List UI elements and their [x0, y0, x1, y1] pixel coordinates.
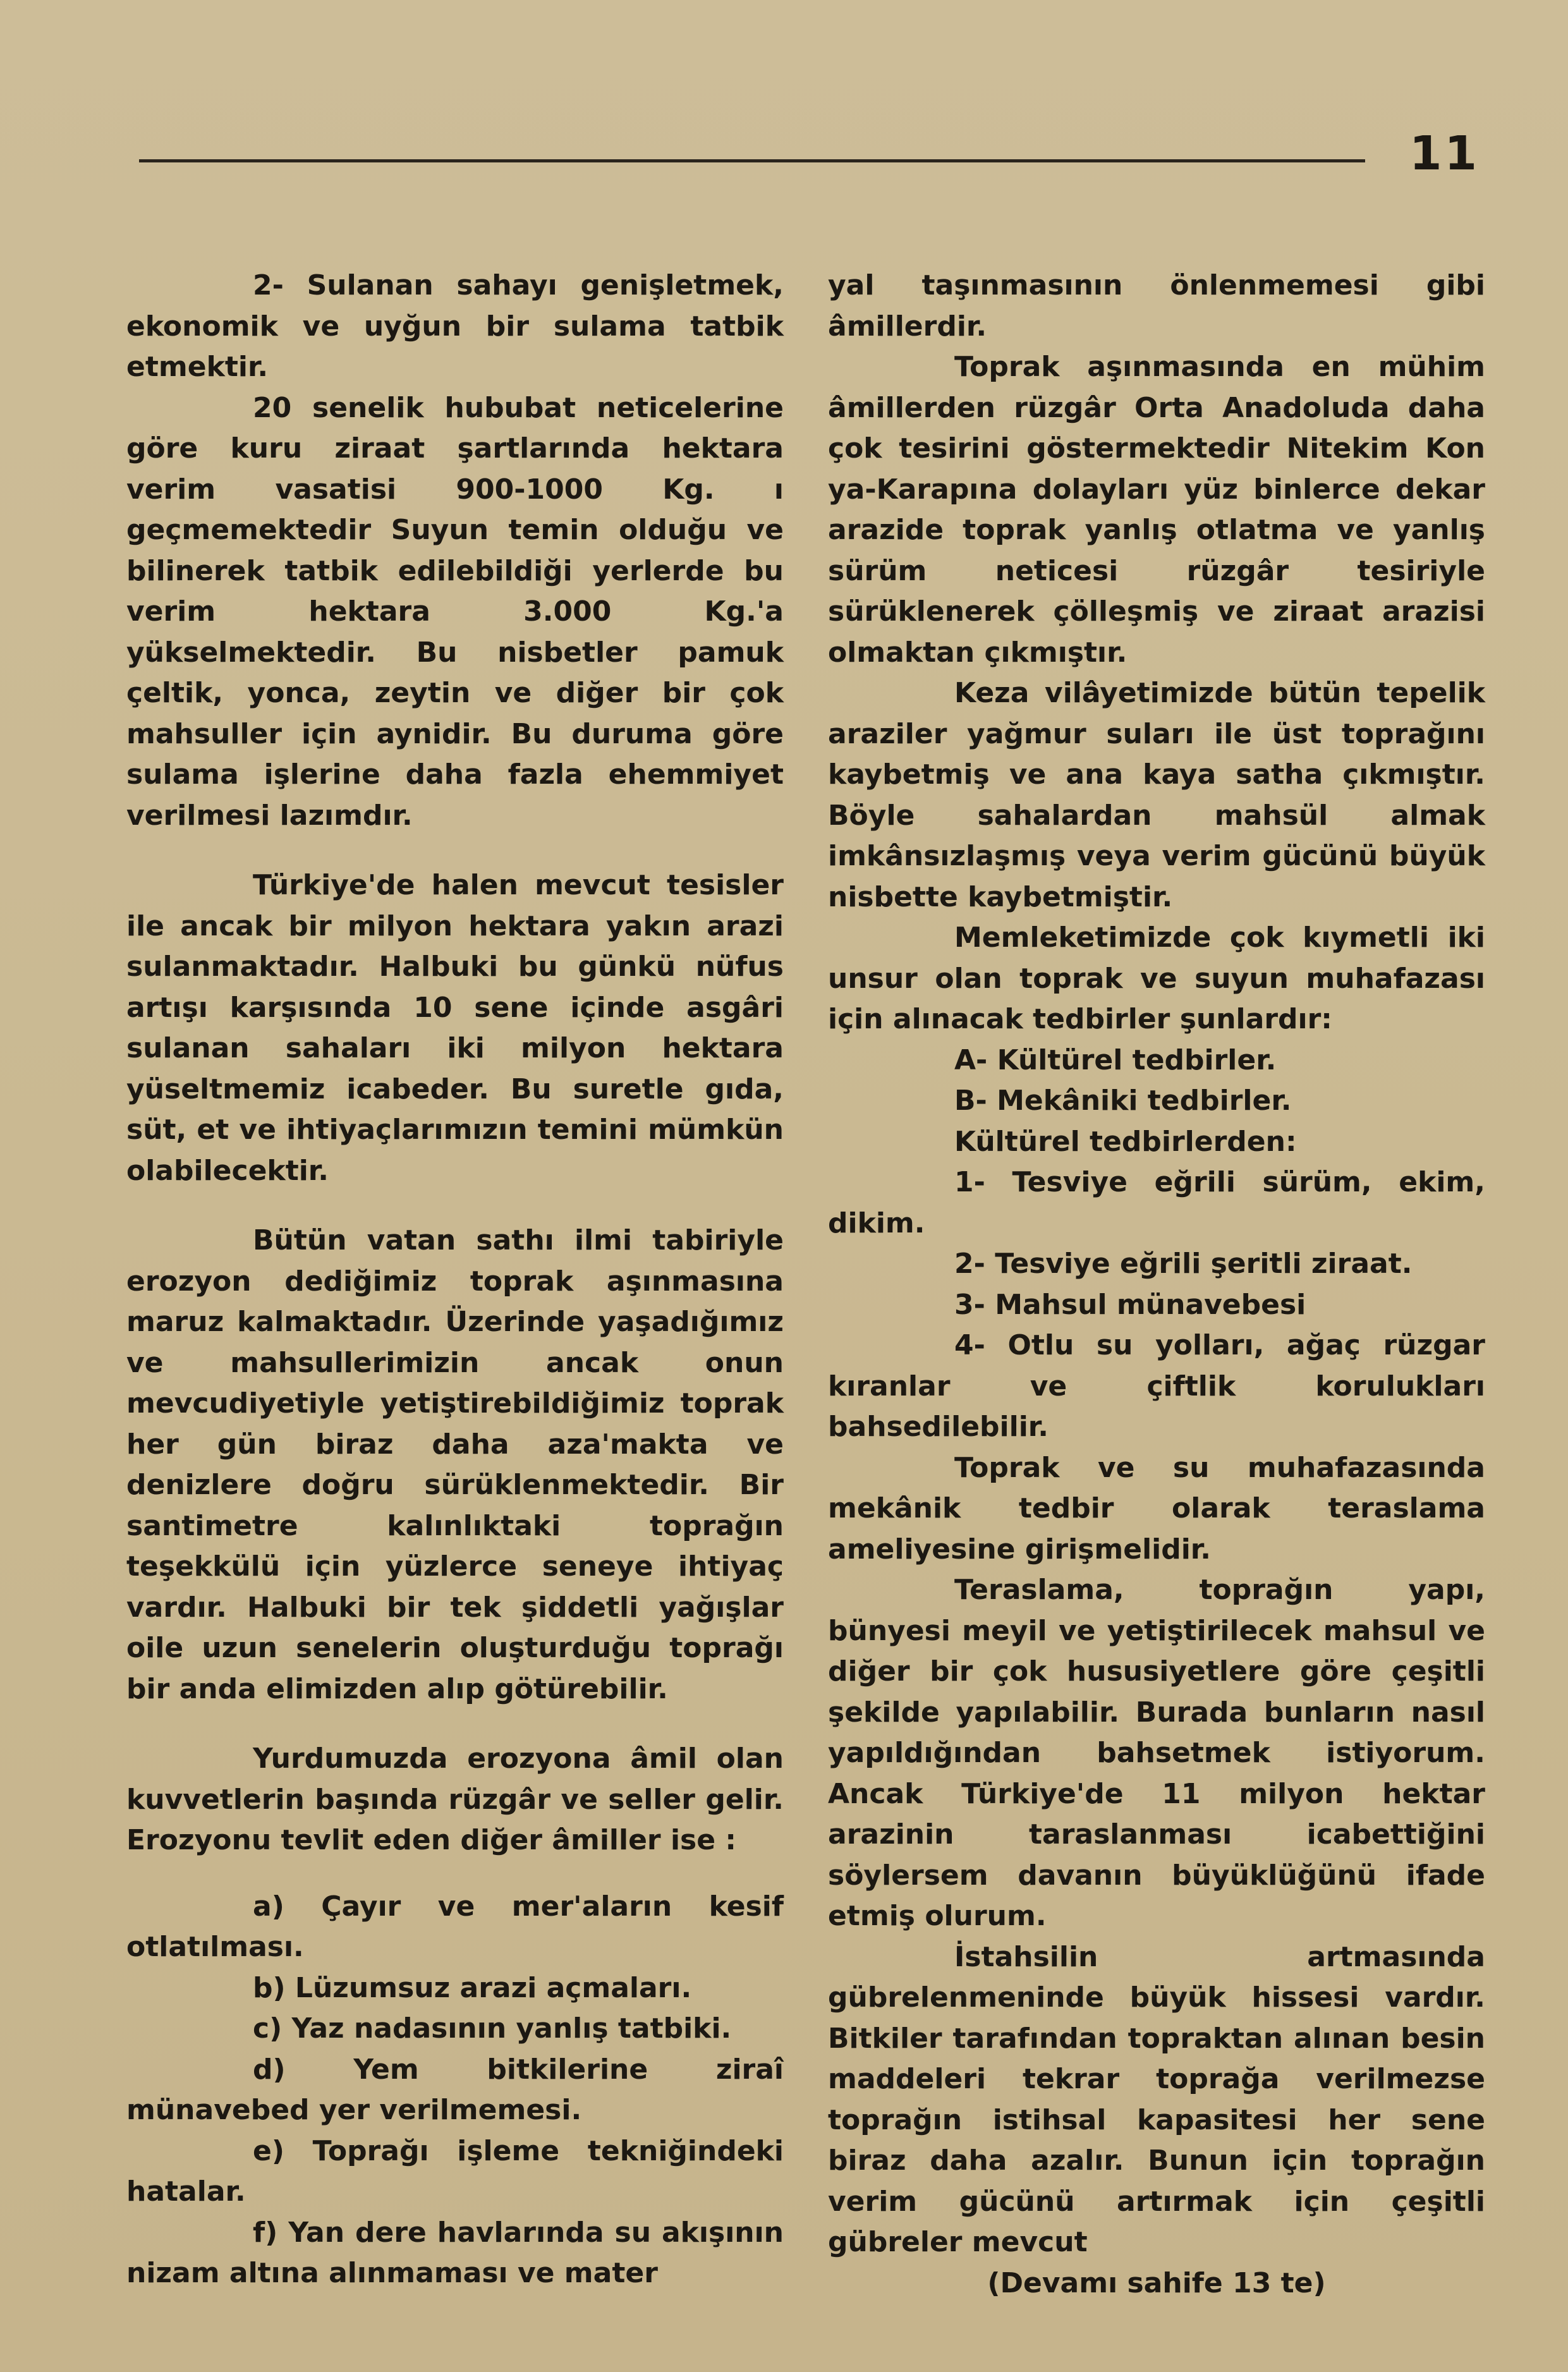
- list-item: 2- Tesviye eğrili şeritli ziraat.: [954, 1248, 1413, 1280]
- list-item: B- Mekâniki tedbirler.: [954, 1085, 1292, 1117]
- paragraph: Memleketimizde çok kıymetli iki unsur olan toprak ve suyun muhafazası için alınacak tedbirler şunlardır:: [828, 921, 1485, 1035]
- list-item: b) Lüzumsuz arazi açmaları.: [253, 1971, 692, 2004]
- list-item: d) Yem bitkilerine ziraî münavebed yer verilmemesi.: [126, 2053, 784, 2126]
- right-column: [828, 265, 1485, 2332]
- header-rule: [139, 159, 1365, 162]
- paragraph: Yurdumuzda erozyona âmil olan kuvvetlerin başında rüzgâr ve seller gelir. Erozyonu tevlit eden diğer âmiller ise :: [126, 1743, 784, 1856]
- paragraph: Türkiye'de halen mevcut tesisler ile ancak bir milyon hektara yakın arazi sulanmaktadır. Halbuki bu günkü nüfus artışı karşısında 10 sene içinde asgâri sulanan sahaları iki milyon hektara yüseltmemiz icabeder. Bu suretle gıda, süt, et ve ihtiyaçlarımızın temini mümkün olabilecektir.: [126, 869, 784, 1187]
- list-item: a) Çayır ve mer'aların kesif otlatılması.: [126, 1890, 784, 1963]
- paragraph: Toprak aşınmasında en mühim âmillerden rüzgâr Orta Anadoluda daha çok tesirini göstermektedir Nitekim Kon ya-Karapına dolayları yüz binlerce dekar arazide toprak yanlış otlatma ve yanlış sürüm neticesi rüzgâr tesiriyle sürüklenerek çölleşmiş ve ziraat arazisi olmaktan çıkmıştır.: [828, 351, 1485, 669]
- list-item: f) Yan dere havlarında su akışının nizam altına alınmaması ve mater: [126, 2216, 784, 2289]
- erosion-factors-list: [126, 1887, 784, 2294]
- paragraph: İstahsilin artmasında gübrelenmeninde büyük hissesi vardır. Bitkiler tarafından topraktan alınan besin maddeleri tekrar toprağa verilmezse toprağın istihsal kapasitesi her sene biraz daha azalır. Bunun için toprağın verim gücünü artırmak için çeşitli gübreler mevcut: [828, 1940, 1485, 2258]
- paragraph: 20 senelik hububat neticelerine göre kuru ziraat şartlarında hektara verim vasatisi 900-1000 Kg. ı geçmemektedir Suyun temin olduğu ve bilinerek tatbik edilebildiği yerlerde bu verim hektara 3.000 Kg.'a yükselmektedir. Bu nisbetler pamuk çeltik, yonca, zeytin ve diğer bir çok mahsuller için aynidir. Bu duruma göre sulama işlerine daha fazla ehemmiyet verilmesi lazımdır.: [126, 391, 784, 832]
- paragraph: Toprak ve su muhafazasında mekânik tedbir olarak teraslama ameliyesine girişmelidir.: [828, 1451, 1485, 1566]
- left-column: [126, 265, 784, 2294]
- list-item: e) Toprağı işleme tekniğindeki hatalar.: [126, 2134, 784, 2208]
- page-number: 11: [1409, 126, 1480, 181]
- paragraph: yal taşınmasının önlenmemesi gibi âmillerdir.: [828, 269, 1485, 343]
- section-heading: Kültürel tedbirlerden:: [954, 1125, 1297, 1158]
- list-item: A- Kültürel tedbirler.: [954, 1043, 1277, 1076]
- list-item: c) Yaz nadasının yanlış tatbiki.: [253, 2012, 732, 2045]
- paragraph: Keza vilâyetimizde bütün tepelik araziler yağmur suları ile üst toprağını kaybetmiş ve ana kaya satha çıkmıştır. Böyle sahalardan mahsül almak imkânsızlaşmış veya verim gücünü büyük nisbette kaybetmiştir.: [828, 677, 1485, 913]
- list-item: 1- Tesviye eğrili sürüm, ekim, dikim.: [828, 1166, 1485, 1239]
- paragraph: Bütün vatan sathı ilmi tabiriyle erozyon dediğimiz toprak aşınmasına maruz kalmaktadır. Üzerinde yaşadığımız ve mahsullerimizin ancak onun mevcudiyetiyle yetiştirebildiğimiz toprak her gün biraz daha aza'makta ve denizlere doğru sürüklenmektedir. Bir santimetre kalınlıktaki toprağın teşekkülü için yüzlerce seneye ihtiyaç vardır. Halbuki bir tek şiddetli yağışlar oile uzun senelerin oluşturduğu toprağı bir anda elimizden alıp götürebilir.: [126, 1224, 784, 1705]
- list-item: 3- Mahsul münavebesi: [954, 1288, 1306, 1321]
- paragraph: 2- Sulanan sahayı genişletmek, ekonomik ve uyğun bir sulama tatbik etmektir.: [126, 269, 784, 383]
- list-item: 4- Otlu su yolları, ağaç rüzgar kıranlar ve çiftlik korulukları bahsedilebilir.: [828, 1329, 1485, 1443]
- continued-note: (Devamı sahife 13 te): [987, 2266, 1326, 2299]
- paragraph: Teraslama, toprağın yapı, bünyesi meyil ve yetiştirilecek mahsul ve diğer bir çok hususiyetlere göre çeşitli şekilde yapılabilir. Burada bunların nasıl yapıldığından bahsetmek istiyorum. Ancak Türkiye'de 11 milyon hektar arazinin taraslanması icabettiğini söylersem davanın büyüklüğünü ifade etmiş olurum.: [828, 1574, 1485, 1932]
